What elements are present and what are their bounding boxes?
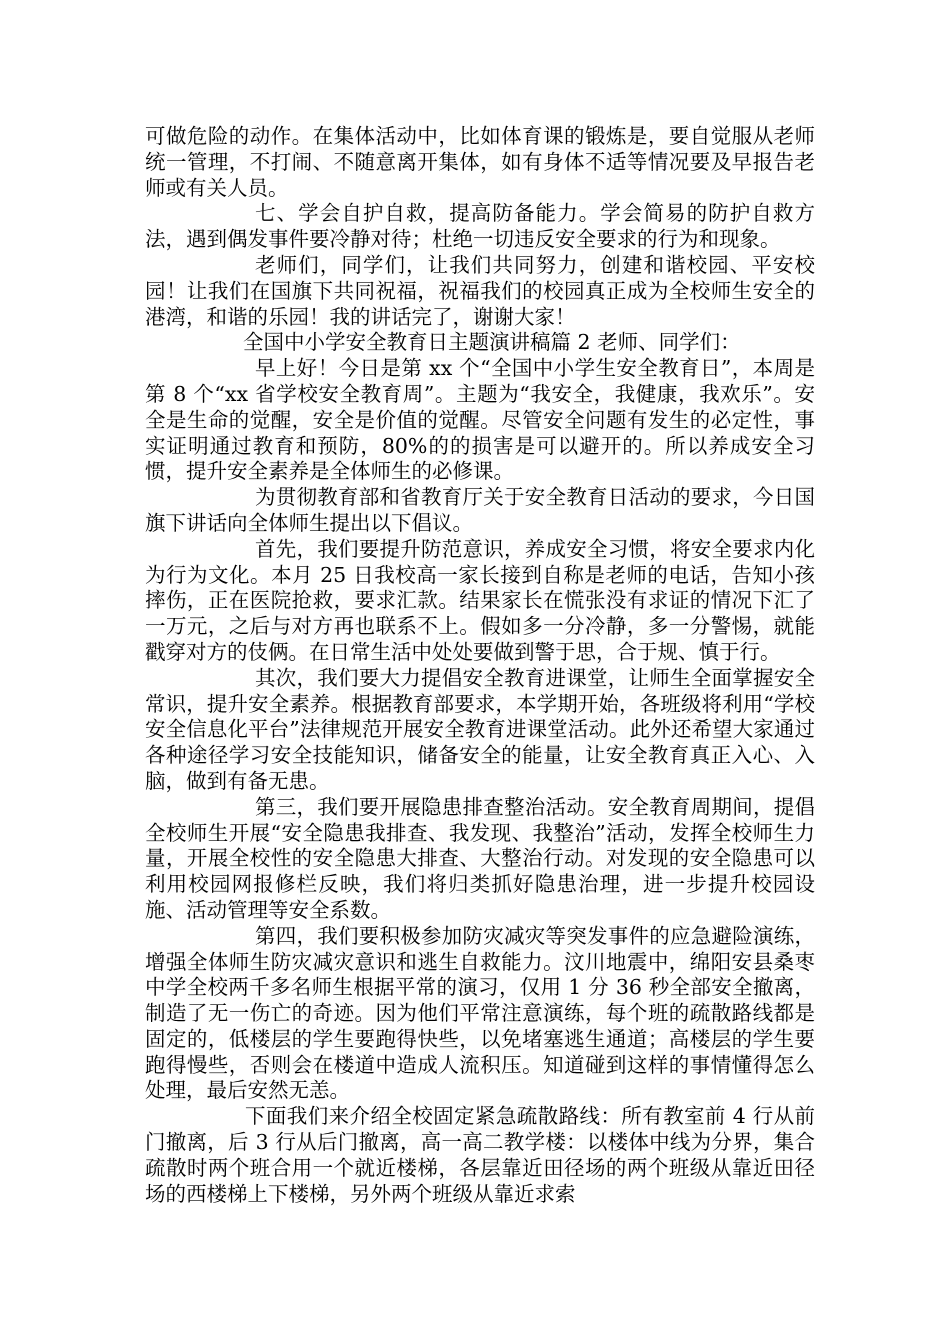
paragraph-7: 其次，我们要大力提倡安全教育进课堂，让师生全面掌握安全常识，提升安全素养。根据教育部要求，本学期开始，各班级将利用“学校安全信息化平台”法律规范开展安全教育进课堂活动。此外还希望大家通过各种途径学习安全技能知识，储备安全的能量，让安全教育真正入心、入脑，做到有备无患。 bbox=[145, 665, 815, 793]
speech-heading: 全国中小学安全教育日主题演讲稿篇 2 老师、同学们： bbox=[243, 330, 741, 355]
paragraph-8: 第三，我们要开展隐患排查整治活动。安全教育周期间，提倡全校师生开展“安全隐患我排查、我发现、我整治”活动，发挥全校师生力量，开展全校性的安全隐患大排查、大整治行动。对发现的安全隐患可以利用校园网报修栏反映，我们将归类抓好隐患治理，进一步提升校园设施、活动管理等安全系数。 bbox=[145, 794, 815, 922]
paragraph-9: 第四，我们要积极参加防灾减灾等突发事件的应急避险演练，增强全体师生防灾减灾意识和逃生自救能力。汶川地震中，绵阳安县桑枣中学全校两千多名师生根据平常的演习，仅用 1 分 36 秒全部安全撤离，制造了无一伤亡的奇迹。因为他们平常注意演练，每个班的疏散路线都是固定的，低楼层的学生要跑得快些，以免堵塞逃生通道；高楼层的学生要跑得慢些，否则会在楼道中造成人流积压。知道碰到这样的事情懂得怎么处理，最后安然无恙。 bbox=[145, 923, 815, 1103]
document-body bbox=[145, 124, 815, 1207]
paragraph-4: 早上好！今日是第 xx 个“全国中小学生安全教育日”，本周是第 8 个“xx 省学校安全教育周”。主题为“我安全，我健康，我欢乐”。安全是生命的觉醒，安全是价值的觉醒。尽管安全问题有发生的必定性，事实证明通过教育和预防，80%的的损害是可以避开的。所以养成安全习惯，提升安全素养是全体师生的必修课。 bbox=[145, 356, 815, 484]
paragraph-2: 七、学会自护自救，提高防备能力。学会简易的防护自救方法，遇到偶发事件要冷静对待；杜绝一切违反安全要求的行为和现象。 bbox=[145, 201, 815, 252]
paragraph-3: 老师们，同学们，让我们共同努力，创建和谐校园、平安校园！让我们在国旗下共同祝福，祝福我们的校园真正成为全校师生安全的港湾，和谐的乐园！我的讲话完了，谢谢大家！ bbox=[145, 252, 815, 329]
paragraph-1: 可做危险的动作。在集体活动中，比如体育课的锻炼是，要自觉服从老师统一管理，不打闹、不随意离开集体，如有身体不适等情况要及早报告老师或有关人员。 bbox=[145, 124, 815, 200]
paragraph-6: 首先，我们要提升防范意识，养成安全习惯，将安全要求内化为行为文化。本月 25 日我校高一家长接到自称是老师的电话，告知小孩摔伤，正在医院抢救，要求汇款。结果家长在慌张没有求证的情况下汇了一万元，之后与对方再也联系不上。假如多一分冷静，多一分警惕，就能戳穿对方的伎俩。在日常生活中处处要做到警于思，合于规、慎于行。 bbox=[145, 536, 815, 664]
paragraph-5: 为贯彻教育部和省教育厅关于安全教育日活动的要求，今日国旗下讲话向全体师生提出以下倡议。 bbox=[145, 485, 815, 535]
paragraph-10: 下面我们来介绍全校固定紧急疏散路线：所有教室前 4 行从前门撤离，后 3 行从后门撤离，高一高二教学楼：以楼体中线为分界，集合疏散时两个班合用一个就近楼梯，各层靠近田径场的两个班级从靠近田径场的西楼梯上下楼梯，另外两个班级从靠近求索 bbox=[145, 1104, 815, 1206]
